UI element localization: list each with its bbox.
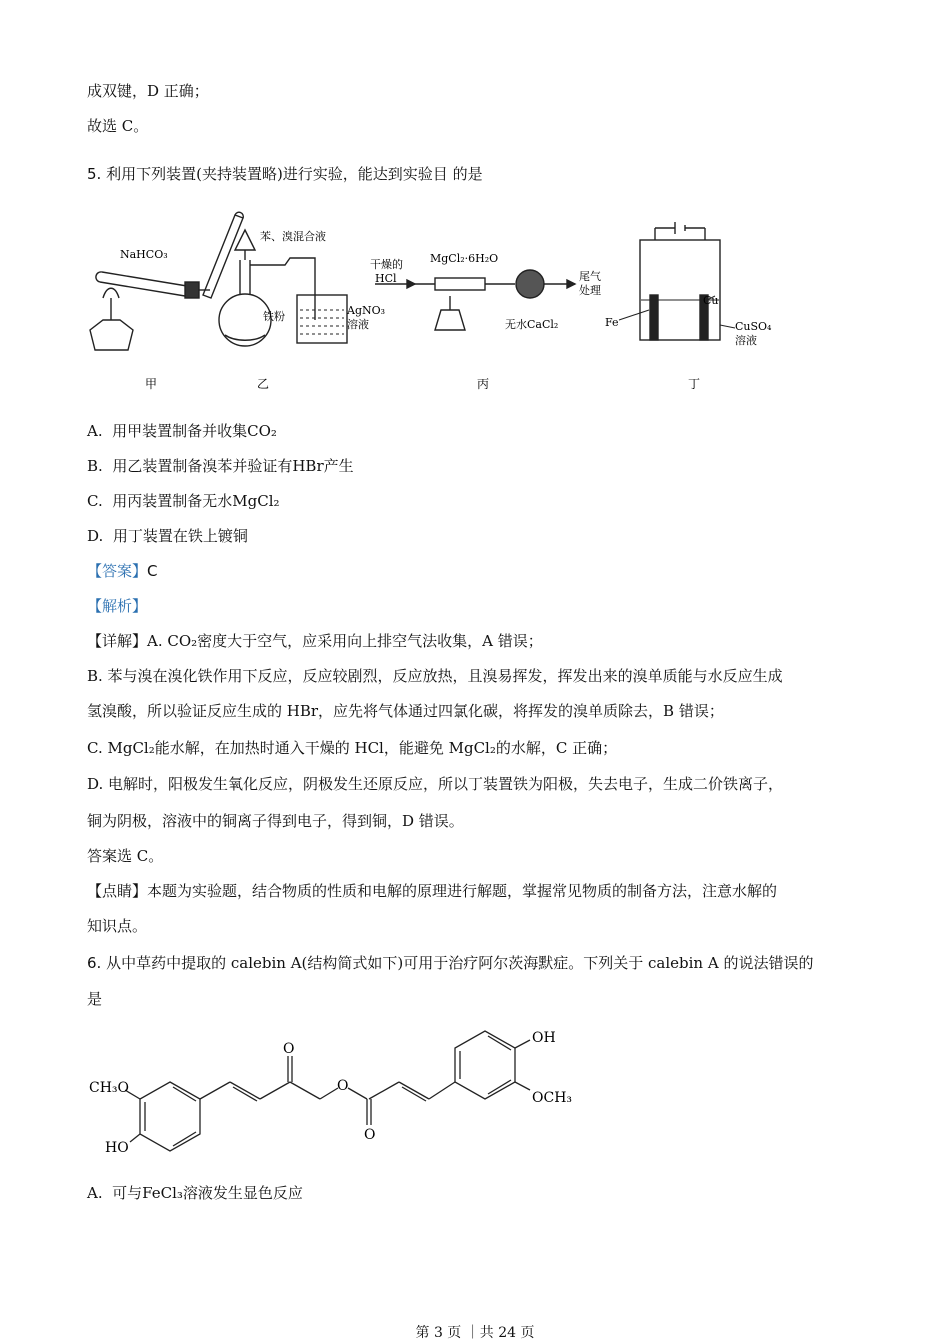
group-ch3o: CH₃O xyxy=(89,1080,130,1096)
group-och3: OCH₃ xyxy=(532,1090,573,1106)
dropping-funnel xyxy=(235,230,255,250)
option-key: C. xyxy=(87,492,103,510)
q5-option-b xyxy=(87,455,890,477)
q5-option-a xyxy=(87,420,890,442)
prev-line-1: 成双键，D 正确； xyxy=(87,82,209,100)
q5-answer xyxy=(87,560,890,582)
caption-bing: 丙 xyxy=(477,377,490,391)
alcohol-lamp xyxy=(90,320,133,350)
heating-tube xyxy=(435,278,485,290)
option-key: B. xyxy=(87,457,103,475)
label-agno3-1: AgNO₃ xyxy=(347,304,386,317)
lamp-bing xyxy=(435,310,465,330)
caption-jia: 甲 xyxy=(145,377,158,391)
beaker-agno3 xyxy=(297,295,347,343)
q5-detail-7: 答案选 C。 xyxy=(87,847,164,865)
drying-tube-cacl2 xyxy=(516,270,544,298)
q6-stem-text: 从中草药中提取的 calebin A(结构简式如下)可用于治疗阿尔茨海默症。下列关于 calebin A 的说法错误的 xyxy=(106,954,814,972)
option-text: 用丁装置在铁上镀铜 xyxy=(112,527,248,545)
q5-comment-1 xyxy=(87,880,890,902)
label-benzene: 苯、溴混合液 xyxy=(260,230,326,243)
label-agno3-2: 溶液 xyxy=(347,318,369,331)
label-cuso4-1: CuSO₄ xyxy=(735,320,772,333)
atom-carbonyl-o: O xyxy=(364,1127,376,1143)
test-tube-jia xyxy=(96,272,199,298)
q5-stem xyxy=(87,163,890,185)
label-tail-1: 尾气 xyxy=(579,270,601,283)
right-benzene-ring xyxy=(455,1031,515,1099)
q5-apparatus-figure xyxy=(85,200,772,400)
group-ho: HO xyxy=(105,1140,129,1156)
label-tail-2: 处理 xyxy=(579,284,601,297)
label-cu: Cu xyxy=(703,294,719,307)
caption-yi: 乙 xyxy=(257,377,270,391)
analysis-tag: 【解析】 xyxy=(87,597,148,615)
label-fe: Fe xyxy=(605,316,619,329)
option-key: D. xyxy=(87,527,104,545)
q6-number: 6. xyxy=(87,954,102,972)
option-text: 用甲装置制备并收集CO₂ xyxy=(112,422,277,440)
label-cuso4-2: 溶液 xyxy=(735,334,757,347)
answer-value: C xyxy=(147,562,158,580)
q6-option-a xyxy=(87,1182,890,1204)
label-cacl2: 无水CaCl₂ xyxy=(505,318,559,331)
fe-electrode xyxy=(650,295,658,340)
q5-analysis-tag xyxy=(87,595,890,617)
caption-ding: 丁 xyxy=(688,377,701,391)
q5-stem-text: 利用下列装置(夹持装置略)进行实验，能达到实验目 的是 xyxy=(106,165,483,183)
q5-number: 5. xyxy=(87,165,102,183)
q5-detail-3: 氢溴酸，所以验证反应生成的 HBr，应先将气体通过四氯化碳，将挥发的溴单质除去，B 错误； xyxy=(87,702,724,720)
q5-option-d xyxy=(87,525,890,547)
detail-tag: 【详解】 xyxy=(87,632,148,650)
option-key: A. xyxy=(87,422,103,440)
atom-ester-o: O xyxy=(337,1078,349,1094)
q5-detail-2: B. 苯与溴在溴化铁作用下反应，反应较剧烈，反应放热，且溴易挥发，挥发出来的溴单质能与水反应生成 xyxy=(87,667,783,685)
atom-ketone-o: O xyxy=(283,1041,295,1057)
answer-tag: 【答案】 xyxy=(87,562,148,580)
q5-detail-4: C. MgCl₂能水解，在加热时通入干燥的 HCl，能避免 MgCl₂的水解，C 正确； xyxy=(87,739,618,757)
option-text: 用丙装置制备无水MgCl₂ xyxy=(112,492,280,510)
page-footer: 第 3 页 ｜共 24 页 xyxy=(415,1325,535,1341)
q5-detail-6: 铜为阴极，溶液中的铜离子得到电子，得到铜，D 错误。 xyxy=(87,812,464,830)
q5-detail-5: D. 电解时，阳极发生氧化反应，阴极发生还原反应，所以丁装置铁为阳极，失去电子，生成二价铁离子， xyxy=(87,775,784,793)
label-nahco3: NaHCO₃ xyxy=(120,248,168,261)
q5-option-c xyxy=(87,490,890,512)
option-text: 可与FeCl₃溶液发生显色反应 xyxy=(112,1184,303,1202)
label-mgcl2: MgCl₂·6H₂O xyxy=(430,252,499,265)
q5-comment-2: 知识点。 xyxy=(87,917,148,935)
q6-stem xyxy=(87,952,890,974)
label-dry-2: HCl xyxy=(375,272,397,285)
q5-detail-1 xyxy=(87,630,890,652)
comment-tag: 【点睛】 xyxy=(87,882,148,900)
calebin-a-structure xyxy=(85,1020,585,1165)
option-text: 用乙装置制备溴苯并验证有HBr产生 xyxy=(112,457,354,475)
collection-tube xyxy=(203,215,243,298)
group-oh: OH xyxy=(532,1030,556,1046)
option-key: A. xyxy=(87,1184,103,1202)
label-dry-1: 干燥的 xyxy=(370,258,403,271)
left-benzene-ring xyxy=(140,1082,200,1151)
q6-stem-2: 是 xyxy=(87,990,103,1008)
label-iron: 铁粉 xyxy=(263,310,285,323)
comment-text: 本题为实验题，结合物质的性质和电解的原理进行解题，掌握常见物质的制备方法，注意水解的 xyxy=(147,882,778,900)
detail-text: A. CO₂密度大于空气，应采用向上排空气法收集，A 错误； xyxy=(147,632,543,650)
prev-line-2: 故选 C。 xyxy=(87,117,149,135)
